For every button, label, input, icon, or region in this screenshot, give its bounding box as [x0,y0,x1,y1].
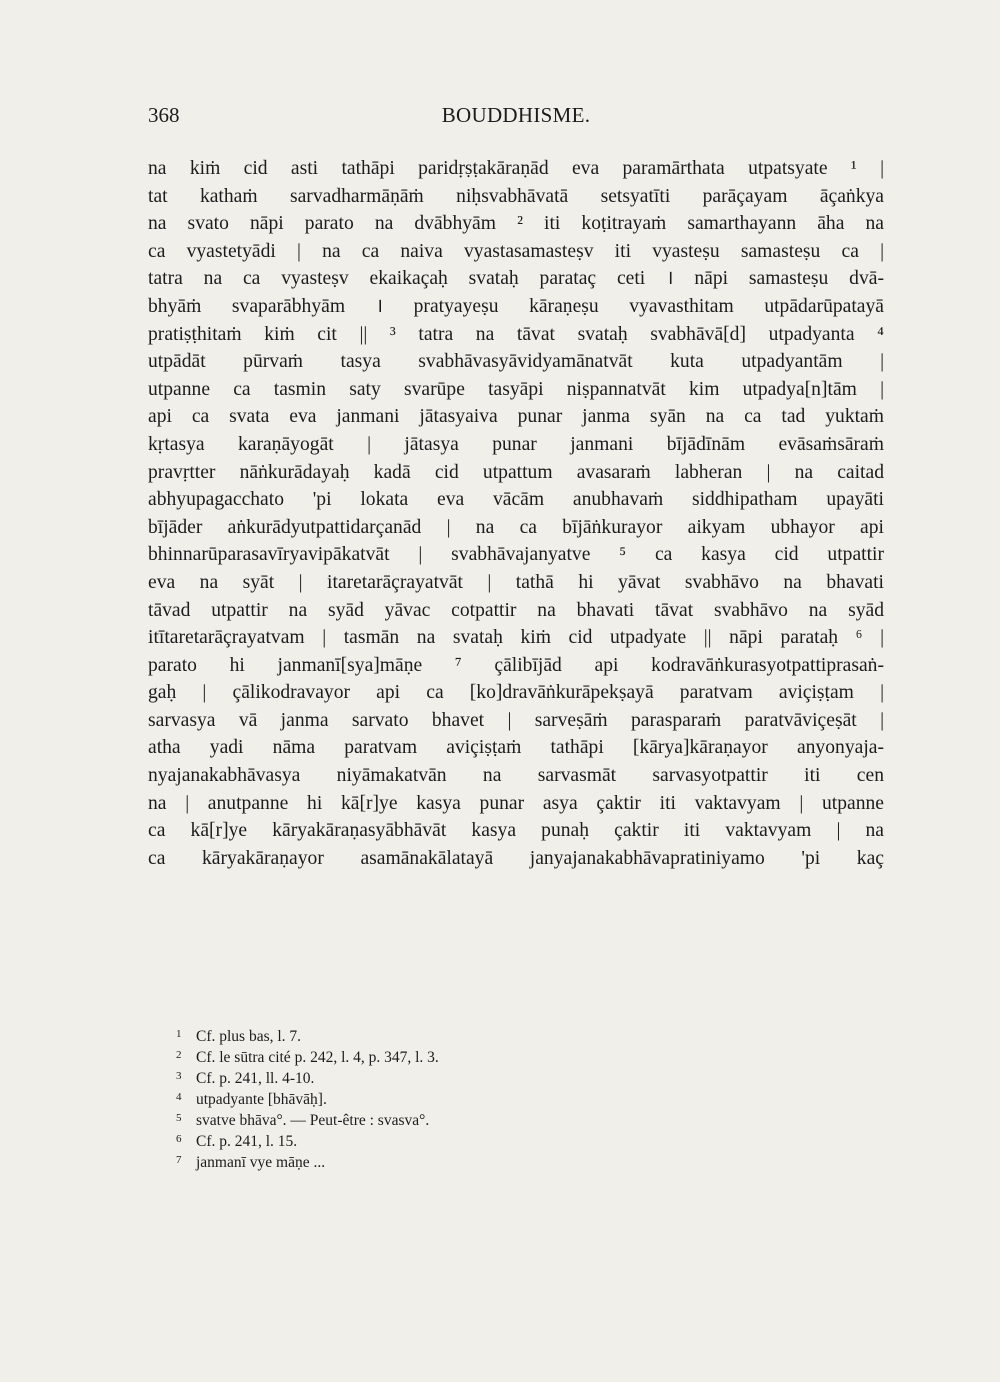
text-line: bījāder aṅkurādyutpattidarçanād | na ca bījāṅkurayor aikyam ubhayor api [148,516,884,538]
footnote [176,1024,676,1045]
text-line: eva na syāt | itaretarāçrayatvāt | tathā hi yāvat svabhāvo na bhavati [148,571,884,593]
footnote-text: janmanī vye māṇe ... [196,1154,326,1171]
body-text [148,155,884,872]
text-line: tatra na ca vyasteṣv ekaikaçaḥ svataḥ parataç ceti । nāpi samasteṣu dvā- [148,268,884,290]
text-line: kṛtasya karaṇāyogāt | jātasya punar janmani bījādīnām evāsaṁsāraṁ [148,433,884,455]
text-line: atha yadi nāma paratvam aviçiṣṭaṁ tathāpi [kārya]kāraṇayor anyonyaja- [148,737,884,759]
footnote-text: Cf. plus bas, l. 7. [196,1028,302,1045]
footnote [176,1129,676,1150]
running-title: BOUDDHISME. [441,103,591,127]
footnote-text: Cf. p. 241, l. 15. [196,1133,298,1150]
text-line: tāvad utpattir na syād yāvac cotpattir na bhavati tāvat svabhāvo na syād [148,599,884,621]
text-line: itītaretarāçrayatvam | tasmān na svataḥ kiṁ cid utpadyate || nāpi parataḥ ⁶ | [148,627,884,649]
text-line: api ca svata eva janmani jātasyaiva punar janma syān na ca tad yuktaṁ [148,406,884,428]
text-line: na kiṁ cid asti tathāpi paridṛṣṭakāraṇād eva paramārthata utpatsyate ¹ | [148,158,884,179]
footnote-mark: 6 [176,1133,182,1145]
text-line: na svato nāpi parato na dvābhyām ² iti koṭitrayaṁ samarthayann āha na [148,213,884,235]
footnotes [176,1024,676,1171]
text-line: sarvasya vā janma sarvato bhavet | sarveṣāṁ parasparaṁ paratvāviçeṣāt | [148,709,884,731]
text-line: abhyupagacchato 'pi lokata eva vācām anubhavaṁ siddhipatham upayāti [148,489,884,511]
footnote [176,1150,676,1171]
text-line: nyajanakabhāvasya niyāmakatvān na sarvasmāt sarvasyotpattir iti cen [148,765,884,787]
footnote-mark: 4 [176,1091,182,1103]
footnote-mark: 5 [176,1112,182,1124]
page-number: 368 [148,103,180,127]
footnote [176,1066,676,1087]
text-line: tat kathaṁ sarvadharmāṇāṁ niḥsvabhāvatā setsyatīti parāçayam āçaṅkya [148,185,884,207]
footnote-mark: 2 [176,1049,182,1061]
footnote-text: svatve bhāva°. — Peut-être : svasva°. [196,1112,430,1129]
footnote-mark: 7 [176,1154,182,1166]
text-line: utpanne ca tasmin saty svarūpe tasyāpi niṣpannatvāt kim utpadya[n]tām | [148,378,884,400]
text-line: gaḥ | çālikodravayor api ca [ko]dravāṅkurāpekṣayā paratvam aviçiṣṭam | [148,682,884,704]
footnote [176,1045,676,1066]
text-line: ca kā[r]ye kāryakāraṇasyābhāvāt kasya punaḥ çaktir iti vaktavyam | na [148,820,884,842]
text-line: utpādāt pūrvaṁ tasya svabhāvasyāvidyamānatvāt kuta utpadyantām | [148,351,884,373]
page-header [148,103,884,133]
footnote [176,1087,676,1108]
footnote-text: Cf. p. 241, ll. 4-10. [196,1070,315,1087]
text-line: ca vyastetyādi | na ca naiva vyastasamasteṣv iti vyasteṣu samasteṣu ca | [148,240,884,262]
footnote-text: Cf. le sūtra cité p. 242, l. 4, p. 347, l. 3. [196,1049,439,1066]
text-line: bhyāṁ svaparābhyām । pratyayeṣu kāraṇeṣu vyavasthitam utpādarūpatayā [148,295,884,317]
footnote-text: utpadyante [bhāvāḥ]. [196,1091,327,1108]
text-line: pravṛtter nāṅkurādayaḥ kadā cid utpattum avasaraṁ labheran | na caitad [148,461,884,483]
footnote-mark: 3 [176,1070,182,1082]
footnote [176,1108,676,1129]
text-line: pratiṣṭhitaṁ kiṁ cit || ³ tatra na tāvat svataḥ svabhāvā[d] utpadyanta ⁴ [148,323,884,345]
text-line: bhinnarūparasavīryavipākatvāt | svabhāvajanyatve ⁵ ca kasya cid utpattir [148,544,884,566]
text-line: ca kāryakāraṇayor asamānakālatayā janyajanakabhāvapratiniyamo 'pi kaç [148,847,884,869]
text-line: na | anutpanne hi kā[r]ye kasya punar asya çaktir iti vaktavyam | utpanne [148,792,884,814]
text-line: parato hi janmanī[sya]māṇe ⁷ çālibījād api kodravāṅkurasyotpattiprasaṅ- [148,654,884,676]
footnote-mark: 1 [176,1028,182,1040]
